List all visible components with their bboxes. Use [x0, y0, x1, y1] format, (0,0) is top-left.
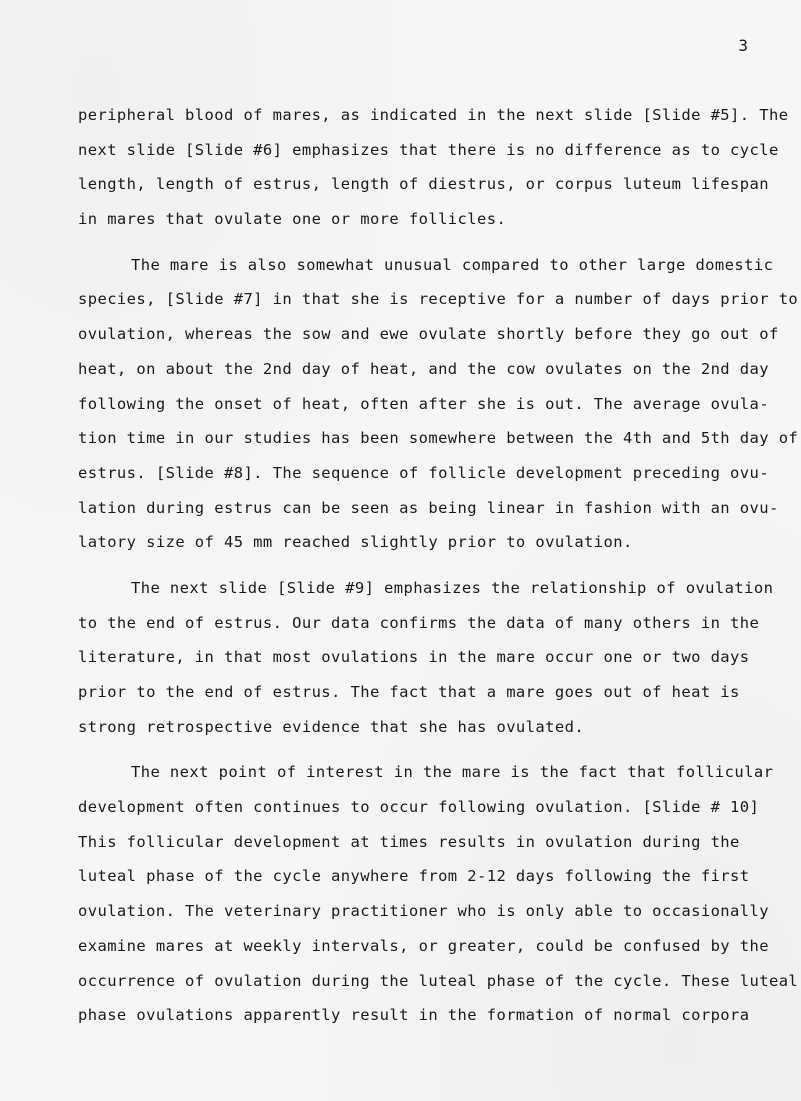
- page-number: 3: [738, 36, 748, 55]
- text-line: tion time in our studies has been somewhere between the 4th and 5th day of: [78, 429, 799, 448]
- text-line: lation during estrus can be seen as being linear in fashion with an ovu-: [78, 498, 779, 517]
- text-line: ovulation. The veterinary practitioner who is only able to occasionally: [78, 902, 769, 921]
- text-line: literature, in that most ovulations in the mare occur one or two days: [78, 648, 750, 667]
- text-line: length, length of estrus, length of diestrus, or corpus luteum lifespan: [78, 175, 769, 194]
- text-line: luteal phase of the cycle anywhere from 2-12 days following the first: [78, 867, 750, 886]
- paragraph-2: [78, 248, 799, 560]
- text-line: examine mares at weekly intervals, or greater, could be confused by the: [78, 936, 769, 955]
- text-line: to the end of estrus. Our data confirms the data of many others in the: [78, 613, 760, 632]
- text-line: species, [Slide #7] in that she is receptive for a number of days prior to: [78, 290, 799, 309]
- text-line: The next point of interest in the mare is the fact that follicular: [131, 763, 774, 782]
- text-line: next slide [Slide #6] emphasizes that there is no difference as to cycle: [78, 140, 779, 159]
- text-line: The mare is also somewhat unusual compared to other large domestic: [131, 255, 774, 274]
- paragraph-4: [78, 755, 799, 1033]
- text-line: The next slide [Slide #9] emphasizes the relationship of ovulation: [131, 578, 774, 597]
- text-line: heat, on about the 2nd day of heat, and the cow ovulates on the 2nd day: [78, 359, 769, 378]
- body-text: [78, 98, 799, 1033]
- text-line: latory size of 45 mm reached slightly prior to ovulation.: [78, 533, 633, 552]
- text-line: ovulation, whereas the sow and ewe ovulate shortly before they go out of: [78, 325, 779, 344]
- text-line: following the onset of heat, often after she is out. The average ovula-: [78, 394, 769, 413]
- text-line: prior to the end of estrus. The fact that a mare goes out of heat is: [78, 683, 740, 701]
- text-line: development often continues to occur following ovulation. [Slide # 10]: [78, 798, 760, 817]
- text-line: in mares that ovulate one or more follicles.: [78, 210, 507, 229]
- paragraph-1: [78, 98, 789, 237]
- text-line: strong retrospective evidence that she has ovulated.: [78, 717, 585, 736]
- text-line: estrus. [Slide #8]. The sequence of follicle development preceding ovu-: [78, 463, 769, 482]
- text-line: peripheral blood of mares, as indicated in the next slide [Slide #5]. The: [78, 106, 789, 124]
- text-line: occurrence of ovulation during the luteal phase of the cycle. These luteal: [78, 971, 799, 990]
- text-line: This follicular development at times results in ovulation during the: [78, 832, 740, 851]
- text-line: phase ovulations apparently result in the formation of normal corpora: [78, 1006, 750, 1025]
- paragraph-3: [78, 571, 774, 744]
